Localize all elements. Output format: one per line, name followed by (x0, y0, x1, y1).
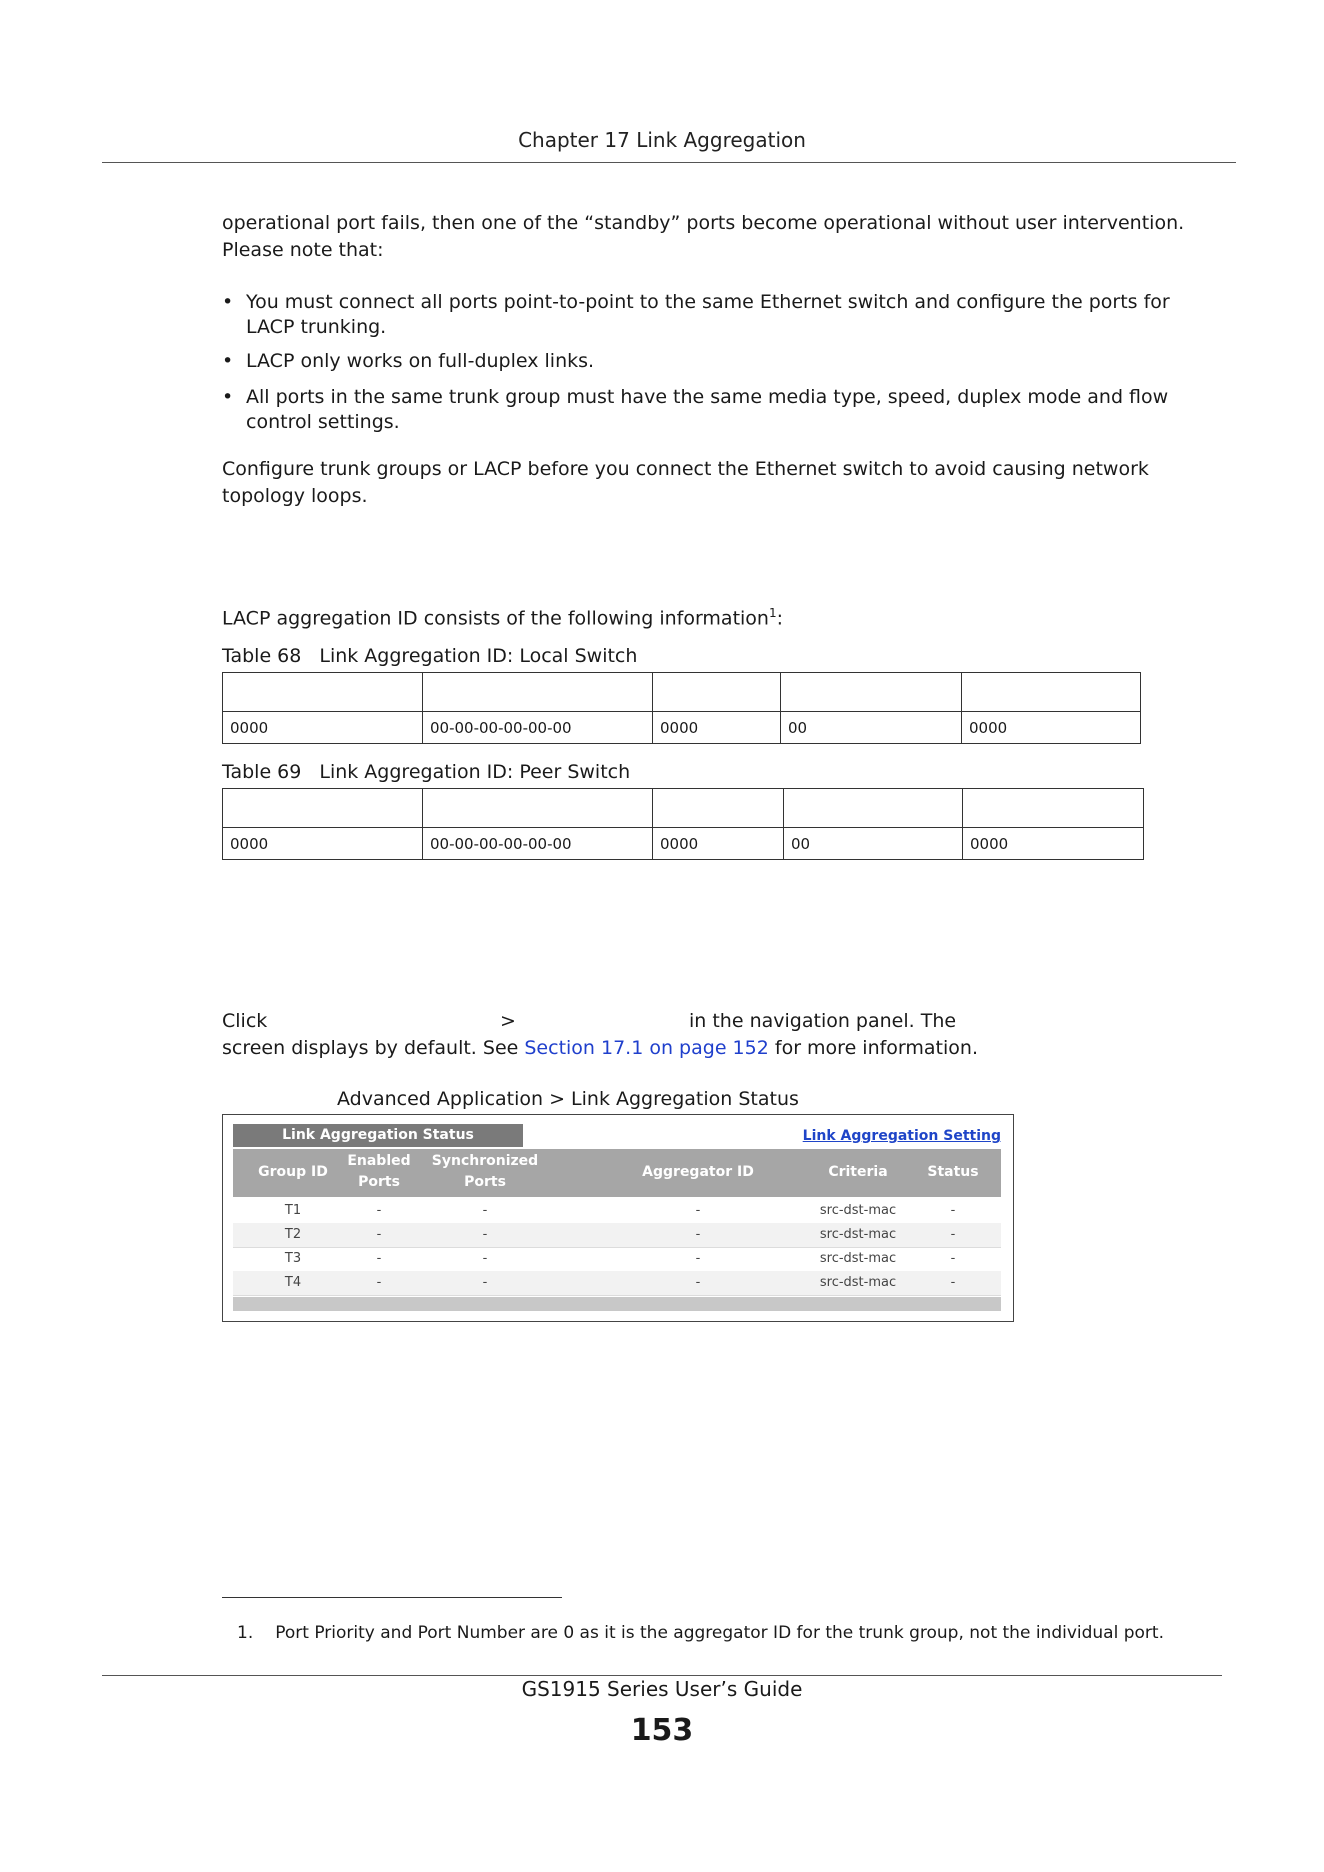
table-cell: 0000 (223, 712, 423, 744)
cell-criteria: src-dst-mac (819, 1275, 897, 1290)
bullet-dot-icon: • (222, 291, 234, 313)
table-cell: 00 (781, 712, 962, 744)
header-enabled (343, 1151, 415, 1193)
figure-caption: Advanced Application > Link Aggregation Status (337, 1088, 799, 1110)
click-after: in the navigation panel. The (689, 1010, 957, 1032)
bullet-dot-icon: • (222, 386, 234, 408)
table-row (233, 1199, 1001, 1224)
cell-enabled: - (376, 1275, 382, 1290)
table68-header-cell (781, 673, 962, 712)
table-cell: 0000 (963, 828, 1144, 860)
intro-paragraph (222, 210, 1222, 264)
cell-aggregator: - (695, 1227, 701, 1242)
cell-aggregator: - (695, 1275, 701, 1290)
table-cell: 0000 (223, 828, 423, 860)
cell-status: - (950, 1203, 956, 1218)
header-synchronized (415, 1151, 555, 1193)
table-row (223, 712, 1141, 744)
bullet-line: All ports in the same trunk group must have the same media type, speed, duplex mode and flow (246, 386, 1169, 408)
table-row (233, 1271, 1001, 1296)
table69-header-cell (784, 789, 963, 828)
cell-sync: - (482, 1275, 488, 1290)
header-criteria: Criteria (828, 1164, 888, 1180)
click-word: Click (222, 1010, 268, 1032)
status-table-footer (233, 1297, 1001, 1311)
table69-header-cell (223, 789, 423, 828)
table-row (233, 1223, 1001, 1248)
click-line2-before: screen displays by default. See (222, 1037, 519, 1059)
header-sync-line2: Ports (464, 1174, 506, 1190)
table68-caption (222, 645, 637, 667)
click-line-2 (222, 1037, 978, 1059)
cell-enabled: - (376, 1227, 382, 1242)
bullet-line: You must connect all ports point-to-point to the same Ethernet switch and configure the ports for (246, 291, 1170, 313)
footer-rule (102, 1675, 1222, 1676)
header-enabled-line2: Ports (358, 1174, 400, 1190)
bullet-line: LACP only works on full-duplex links. (246, 350, 595, 372)
table69-caption (222, 761, 630, 783)
table69-label: Table 69 (222, 761, 302, 783)
cell-criteria: src-dst-mac (819, 1227, 897, 1242)
cell-group: T2 (284, 1227, 302, 1242)
cell-group: T3 (284, 1251, 302, 1266)
cell-sync: - (482, 1203, 488, 1218)
footnote-number: 1. (237, 1623, 254, 1643)
header-group-id: Group ID (258, 1164, 328, 1180)
table-cell: 0000 (653, 828, 784, 860)
table68-header-cell (962, 673, 1141, 712)
table69-header-cell (653, 789, 784, 828)
table68-header-cell (653, 673, 781, 712)
table69 (222, 788, 1144, 860)
click-arrow: > (500, 1010, 516, 1032)
lacp-sentence (222, 600, 1222, 632)
bullet-line: control settings. (246, 411, 400, 433)
status-table-header (233, 1149, 1001, 1197)
table-cell: 00-00-00-00-00-00 (423, 828, 653, 860)
status-screenshot (222, 1114, 1014, 1322)
table68-header-cell (223, 673, 423, 712)
cell-criteria: src-dst-mac (819, 1251, 897, 1266)
guide-title: GS1915 Series User’s Guide (521, 1677, 803, 1701)
header-sync-line1: Synchronized (431, 1153, 539, 1169)
table-cell: 00 (784, 828, 963, 860)
footnote-ref: 1 (768, 606, 777, 620)
trunk-paragraph (222, 456, 1222, 510)
cell-sync: - (482, 1227, 488, 1242)
page-number: 153 (630, 1713, 694, 1748)
table-cell: 0000 (962, 712, 1141, 744)
header-enabled-line1: Enabled (347, 1153, 411, 1169)
trunk-line-1: Configure trunk groups or LACP before you connect the Ethernet switch to avoid causing network (222, 458, 1149, 480)
table-cell: 0000 (653, 712, 781, 744)
cell-sync: - (482, 1251, 488, 1266)
cell-group: T4 (284, 1275, 302, 1290)
bullet-line: LACP trunking. (246, 316, 387, 338)
header-aggregator-id: Aggregator ID (642, 1164, 754, 1180)
cell-aggregator: - (695, 1251, 701, 1266)
intro-line-1: operational port fails, then one of the “standby” ports become operational without user intervention. (222, 212, 1185, 234)
cell-enabled: - (376, 1251, 382, 1266)
status-tab[interactable]: Link Aggregation Status (233, 1124, 523, 1147)
section-link[interactable]: Section 17.1 on page 152 (524, 1037, 769, 1059)
footnote-text: Port Priority and Port Number are 0 as it is the aggregator ID for the trunk group, not the individual port. (275, 1623, 1164, 1643)
table-cell: 00-00-00-00-00-00 (423, 712, 653, 744)
chapter-header: Chapter 17 Link Aggregation (518, 128, 806, 152)
table68-header-cell (423, 673, 653, 712)
trunk-line-2: topology loops. (222, 485, 368, 507)
cell-status: - (950, 1227, 956, 1242)
table69-header-cell (963, 789, 1144, 828)
table68-label: Table 68 (222, 645, 302, 667)
table69-title: Link Aggregation ID: Peer Switch (319, 761, 631, 783)
cell-status: - (950, 1251, 956, 1266)
table-row (223, 828, 1144, 860)
table69-header-cell (423, 789, 653, 828)
header-rule (102, 162, 1236, 163)
link-aggregation-setting-link[interactable]: Link Aggregation Setting (802, 1128, 1001, 1144)
header-status: Status (927, 1164, 979, 1180)
bullet-dot-icon: • (222, 350, 234, 372)
cell-status: - (950, 1275, 956, 1290)
cell-aggregator: - (695, 1203, 701, 1218)
intro-line-2: Please note that: (222, 239, 384, 261)
click-line2-after: for more information. (774, 1037, 978, 1059)
cell-criteria: src-dst-mac (819, 1203, 897, 1218)
table-row (233, 1247, 1001, 1272)
table68-title: Link Aggregation ID: Local Switch (319, 645, 638, 667)
footnote (237, 1623, 1164, 1643)
cell-group: T1 (284, 1203, 302, 1218)
lacp-text: LACP aggregation ID consists of the following information (222, 607, 769, 630)
table68 (222, 672, 1141, 744)
lacp-colon: : (776, 607, 784, 630)
cell-enabled: - (376, 1203, 382, 1218)
footnote-rule (222, 1597, 562, 1598)
